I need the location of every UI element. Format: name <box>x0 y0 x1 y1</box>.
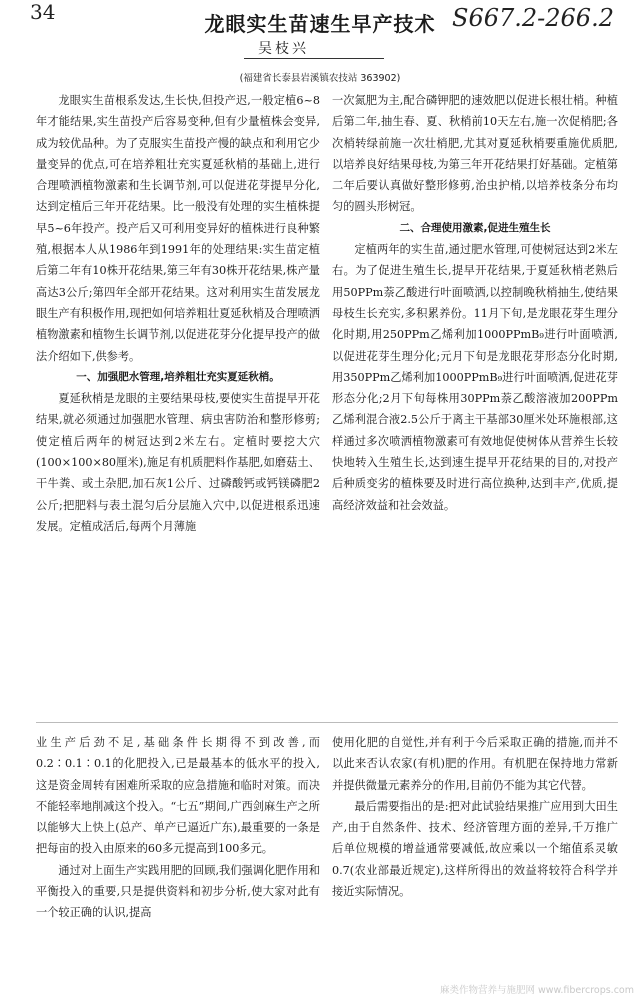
column-left <box>36 90 320 537</box>
section1-paragraph: 夏延秋梢是龙眼的主要结果母枝,要使实生苗提早开花结果,就必须通过加强肥水管理、病虫害防治和整形修剪;使定植后两年的树冠达到2米左右。定植时要挖大穴(100×100×80厘米),施足有机质肥料作基肥,如磨菇土、干牛粪、或土杂肥,加石灰1公斤、过磷酸钙或钙镁磷肥2公斤;把肥料与表土混匀后分层施入穴中,以促进根系迅速发展。定植成活后,每两个月薄施 <box>36 392 320 533</box>
call-number: S667.2-266.2 <box>452 4 614 32</box>
lower-column-left <box>36 732 320 924</box>
section2-paragraph: 定植两年的实生苗,通过肥水管理,可使树冠达到2米左右。为了促进生殖生长,提早开花结果,于夏延秋梢老熟后用50PPm萘乙酸进行叶面喷洒,以控制晚秋梢抽生,使结果母枝生长充实,多积累养份。11月下旬,是龙眼花芽生理分化时期,用250PPm乙烯利加1000PPmB₉进行叶面喷洒,以促进花芽生理分化;元月下旬是龙眼花芽形态分化时期,用350PPm乙烯利加1000PPmB₉进行叶面喷洒,促进花芽形态分化;2月下旬每株用30PPm萘乙酸溶液加200PPm乙烯利混合液2.5公斤于离主干基部30厘米处环施根部,这样通过多次喷洒植物激素可有效地促使树体从营养生长较快地转入生殖生长,达到速生提早开花结果的目的,对投产后种质变劣的植株要及时进行高位换种,达到丰产,优质,提高经济效益和社会效益。 <box>332 243 618 512</box>
lower-right-paragraph-1: 使用化肥的自觉性,并有利于今后采取正确的措施,而并不以此来否认农家(有机)肥的作用。有机肥在保持地力常新并提供微量元素养分的作用,目前仍不能为其它代替。 <box>332 736 618 792</box>
lower-left-paragraph-1: 业生产后劲不足,基础条件长期得不到改善,而0.2∶0.1∶0.1的化肥投入,已是最基本的低水平的投入,这是资金周转有困难所采取的应急措施和临时对策。而决不能轻率地削减这个投入。“七五”期间,广西剑麻生产之所以能够大上快上(总产、单产已逼近广东),最重要的一条是把每亩的投入由原来的60多元提高到100多元。 <box>36 736 320 856</box>
intro-paragraph: 龙眼实生苗根系发达,生长快,但投产迟,一般定植6~8年才能结果,实生苗投产后容易变种,但有少量植株会变异,成为较优品种。为了克服实生苗投产慢的缺点和利用它少量变异的优点,可在培养粗壮充实夏延秋梢的基础上,进行合理喷洒植物激素和生长调节剂,可以促进花芽提早分化,达到定植后三年开花结果。比一般没有处理的实生植株提早5~6年投产。投产后又可利用变异好的植株进行良种繁殖,根据本人从1986年到1991年的处理结果:实生苗定植后第二年有10株开花结果,第三年有30株开花结果,株产量高达3公斤;第四年全部开花结果。这对利用实生苗发展龙眼生产有积极作用,现把如何培养粗壮夏延秋梢及合理喷洒植物激素和植物生长调节剂,以促进花芽分化提早投产的做法介绍如下,供参考。 <box>36 94 320 363</box>
page-number: 34 <box>30 0 56 24</box>
page-separator <box>36 722 618 723</box>
author-underline <box>244 58 384 59</box>
column-right <box>332 90 618 516</box>
lower-right-paragraph-2: 最后需要指出的是:把对此试验结果推广应用到大田生产,由于自然条件、技术、经济管理方面的差异,千万推广后单位规模的增益通常要减低,故应乘以一个缩值系灵敏0.7(农业部最近规定),这样所得出的效益将较符合科学并接近实际情况。 <box>332 799 618 899</box>
author-affiliation: (福建省长泰县岩溪镇农技站 363902) <box>239 73 401 84</box>
article-author: 吴枝兴 <box>258 41 309 57</box>
continued-paragraph: 一次氮肥为主,配合磷钾肥的速效肥以促进长根壮梢。种植后第二年,抽生春、夏、秋梢前10天左右,施一次促梢肥;各次梢转绿前施一次壮梢肥,尤其对夏延秋梢要重施优质肥,以培养良好结果母枝,为第三年开花结果打好基础。定植第二年后要认真做好整形修剪,治虫护梢,以培养枝条分布均匀的圆头形树冠。 <box>332 94 618 214</box>
lower-column-right <box>332 732 618 902</box>
site-watermark: 麻类作物营养与施肥网 www.fibercrops.com <box>439 985 634 996</box>
article-title: 龙眼实生苗速生早产技术 <box>204 12 436 36</box>
section-heading-1: 一、加强肥水管理,培养粗壮充实夏延秋梢。 <box>76 370 280 383</box>
section-heading-2: 二、合理使用激素,促进生殖生长 <box>399 221 551 234</box>
lower-left-paragraph-2: 通过对上面生产实践用肥的回顾,我们强调化肥作用和平衡投入的重要,只是提供资料和初步分析,使大家对此有一个较正确的认识,提高 <box>36 863 320 920</box>
